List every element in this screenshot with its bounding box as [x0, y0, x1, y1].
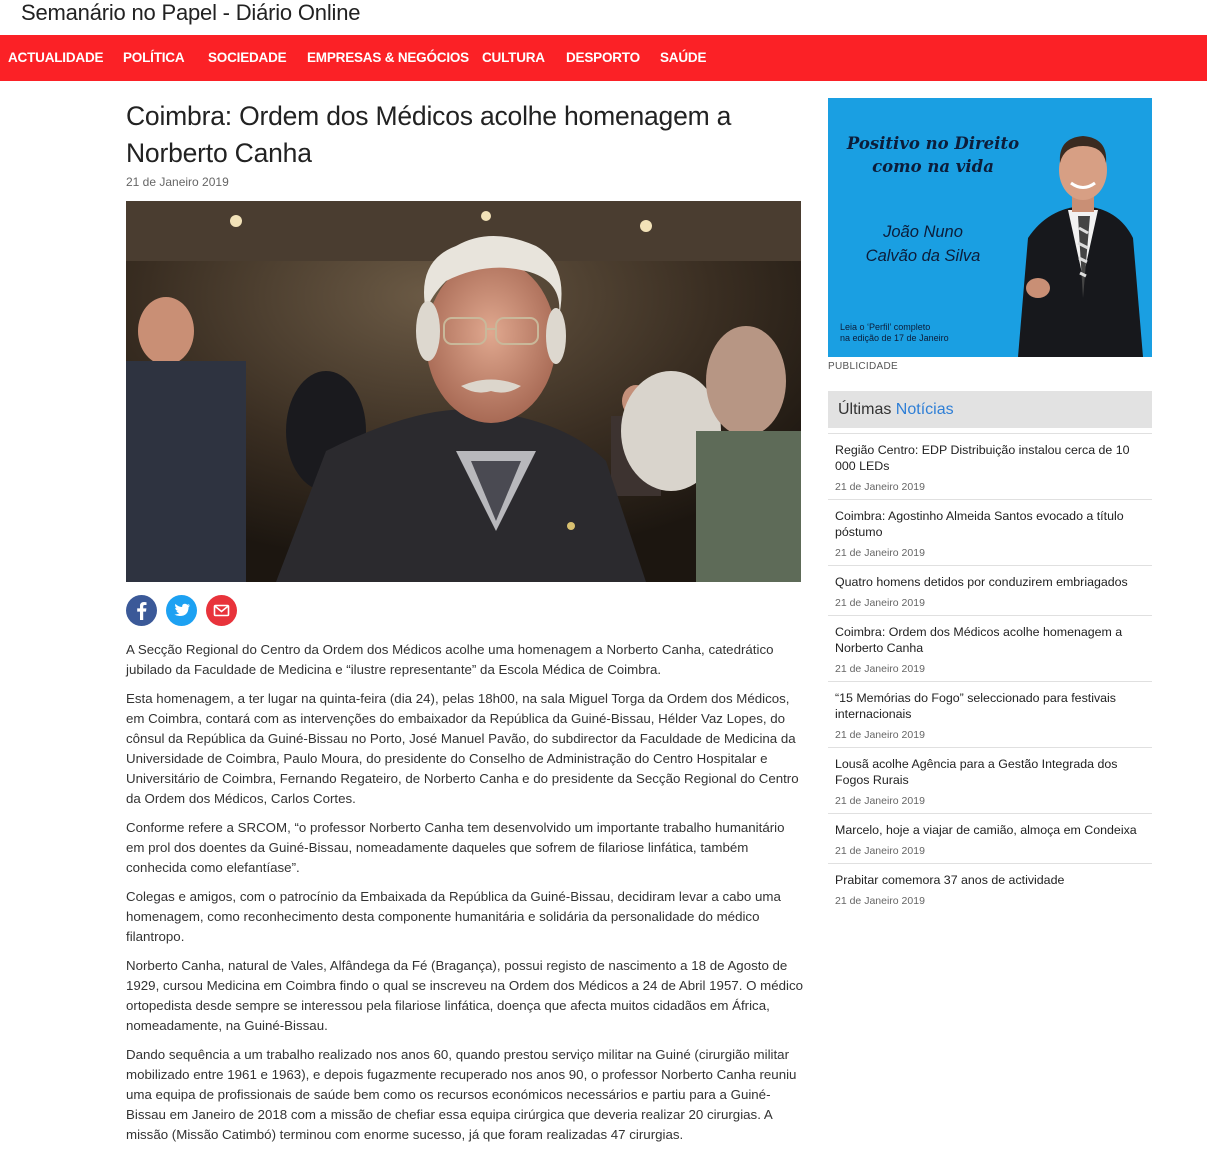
nav-desporto[interactable]: DESPORTO [566, 50, 640, 65]
facebook-icon [126, 595, 157, 626]
news-title[interactable]: “15 Memórias do Fogo” seleccionado para festivais internacionais [835, 691, 1116, 721]
article-paragraph: A Secção Regional do Centro da Ordem dos Médicos acolhe uma homenagem a Norberto Canha, catedrático jubilado da Faculdade de Medicina e “ilustre representante” da Escola Médica de Coimbra. [126, 642, 774, 677]
twitter-icon [166, 595, 197, 626]
article-paragraph: Norberto Canha, natural de Vales, Alfândega da Fé (Bragança), possui registo de nascimento a 18 de Agosto de 1929, cursou Medicina em Coimbra findo o qual se inscreveu na Ordem dos Médicos a 24 de Abril 1957. O médico ortopedista desde sempre se interessou pela filariose linfática, doença que afecta muitos cidadãos em África, nomeadamente, na Guiné-Bissau. [126, 958, 804, 1033]
news-date: 21 de Janeiro 2019 [835, 795, 925, 807]
article-date: 21 de Janeiro 2019 [126, 175, 229, 189]
news-date: 21 de Janeiro 2019 [835, 663, 925, 675]
nav-saude[interactable]: SAÚDE [660, 50, 707, 65]
advertisement-banner[interactable] [828, 98, 1152, 357]
news-date: 21 de Janeiro 2019 [835, 597, 925, 609]
list-item[interactable] [828, 682, 1152, 748]
latest-news-heading: Últimas Notícias [828, 391, 1152, 428]
nav-empresas-negocios[interactable]: EMPRESAS & NEGÓCIOS [307, 50, 469, 65]
news-date: 21 de Janeiro 2019 [835, 845, 925, 857]
list-item[interactable] [828, 616, 1152, 682]
ad-person-name: João Nuno Calvão da Silva [865, 223, 981, 265]
email-icon [206, 595, 237, 626]
news-date: 21 de Janeiro 2019 [835, 895, 925, 907]
article-paragraph: Conforme refere a SRCOM, “o professor Norberto Canha tem desenvolvido um importante trabalho humanitário em prol dos doentes da Guiné-Bissau, nomeadamente daqueles que sofrem de filariose linfática, também conhecida como elefantíase”. [126, 820, 785, 875]
news-title[interactable]: Coimbra: Ordem dos Médicos acolhe homenagem a Norberto Canha [835, 625, 1123, 655]
news-title[interactable]: Marcelo, hoje a viajar de camião, almoça em Condeixa [835, 823, 1137, 837]
article-title: Coimbra: Ordem dos Médicos acolhe homenagem a Norberto Canha [126, 101, 732, 168]
news-title[interactable]: Lousã acolhe Agência para a Gestão Integrada dos Fogos Rurais [835, 757, 1118, 787]
list-item[interactable] [828, 500, 1152, 566]
nav-cultura[interactable]: CULTURA [482, 50, 545, 65]
nav-politica[interactable]: POLÍTICA [123, 50, 185, 65]
nav-sociedade[interactable]: SOCIEDADE [208, 50, 287, 65]
ad-caption: Leia o ‘Perfil’ completo na edição de 17 de Janeiro [840, 322, 949, 343]
ad-slogan: Positivo no Direito como na vida [846, 134, 1020, 176]
list-item[interactable] [828, 566, 1152, 616]
news-date: 21 de Janeiro 2019 [835, 729, 925, 741]
news-title[interactable]: Coimbra: Agostinho Almeida Santos evocado a título póstumo [835, 509, 1124, 539]
nav-actualidade[interactable]: ACTUALIDADE [8, 50, 104, 65]
news-date: 21 de Janeiro 2019 [835, 481, 925, 493]
ad-label: PUBLICIDADE [828, 361, 898, 372]
article-body [126, 640, 806, 1154]
list-item[interactable] [828, 864, 1152, 914]
article-photo [126, 201, 801, 582]
latest-news-list [828, 433, 1152, 914]
share-email-button[interactable] [206, 595, 237, 626]
news-title[interactable]: Região Centro: EDP Distribuição instalou cerca de 10 000 LEDs [835, 443, 1130, 473]
article-paragraph: Esta homenagem, a ter lugar na quinta-feira (dia 24), pelas 18h00, na sala Miguel Torga da Ordem dos Médicos, em Coimbra, contará com as intervenções do embaixador da República da Guiné-Bissau, Hélder Vaz Lopes, do cônsul da República da Guiné-Bissau no Porto, José Manuel Pavão, do subdirector da Faculdade de Medicina da Universidade de Coimbra, Paulo Moura, do presidente do Conselho de Administração do Centro Hospitalar e Universitário de Coimbra, Fernando Regateiro, de Norberto Canha e do presidente da Secção Regional do Centro da Ordem dos Médicos, Carlos Cortes. [126, 691, 799, 806]
ad-person-photo [1008, 128, 1148, 357]
article-paragraph: Dando sequência a um trabalho realizado nos anos 60, quando prestou serviço militar na Guiné (cirurgião militar mobilizado entre 1961 e 1963), e depois fugazmente recuperado nos anos 90, o professor Norberto Canha reuniu uma equipa de profissionais de saúde bem como os recursos económicos necessários e partiu para a Guiné-Bissau em Janeiro de 2018 com a missão de chefiar essa equipa cirúrgica que deveria realizar 20 cirurgias. A missão (Missão Catimbó) terminou com enorme sucesso, já que foram realizadas 47 cirurgias. [126, 1047, 797, 1142]
list-item[interactable] [828, 748, 1152, 814]
article-paragraph: Colegas e amigos, com o patrocínio da Embaixada da República da Guiné-Bissau, decidiram levar a cabo uma homenagem, como reconhecimento desta componente humanitária e solidária da personalidade do médico filantropo. [126, 889, 781, 944]
main-nav [0, 35, 1207, 81]
share-twitter-button[interactable] [166, 595, 197, 626]
news-title[interactable]: Prabitar comemora 37 anos de actividade [835, 873, 1065, 887]
site-title[interactable]: Semanário no Papel - Diário Online [21, 0, 361, 25]
list-item[interactable] [828, 814, 1152, 864]
share-facebook-button[interactable] [126, 595, 157, 626]
news-title[interactable]: Quatro homens detidos por conduzirem embriagados [835, 575, 1128, 589]
news-date: 21 de Janeiro 2019 [835, 547, 925, 559]
list-item[interactable] [828, 434, 1152, 500]
